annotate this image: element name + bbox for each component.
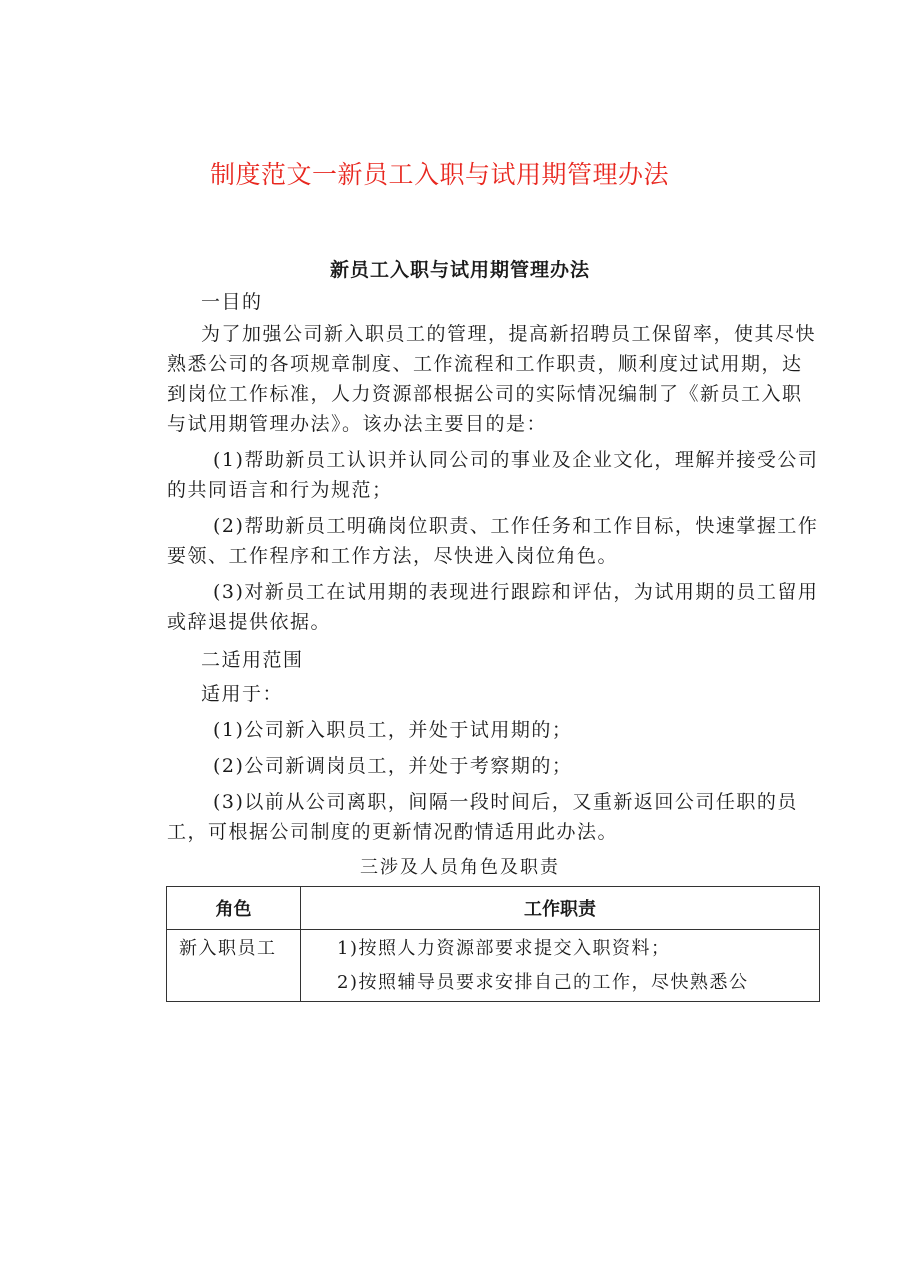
duty-line-2: 2)按照辅导员要求安排自己的工作，尽快熟悉公	[337, 972, 749, 993]
section2-heading: 二适用范围	[201, 649, 304, 671]
role-cell: 新入职员工	[167, 930, 301, 1002]
section1-item-2: (2)帮助新员工明确岗位职责、工作任务和工作目标，快速掌握工作要领、工作程序和工作方法，尽快进入岗位角色。	[167, 515, 819, 567]
section2-item-1: (1)公司新入职员工，并处于试用期的；	[213, 719, 573, 741]
section1-item-3: (3)对新员工在试用期的表现进行跟踪和评估，为试用期的员工留用或辞退提供依据。	[167, 581, 819, 633]
section2-item-2: (2)公司新调岗员工，并处于考察期的；	[213, 755, 573, 777]
document-title: 新员工入职与试用期管理办法	[329, 259, 590, 281]
section1-intro: 为了加强公司新入职员工的管理，提高新招聘员工保留率，使其尽快熟悉公司的各项规章制度、工作流程和工作职责，顺利度过试用期，达到岗位工作标准，人力资源部根据公司的实际情况编制了《新员工入职与试用期管理办法》。该办法主要目的是：	[167, 323, 817, 435]
section1-block	[167, 287, 819, 637]
header-duties: 工作职责	[301, 887, 820, 930]
duty-line-1: 1)按照人力资源部要求提交入职资料；	[337, 938, 671, 959]
table-row	[167, 930, 820, 1002]
section1-item-1: (1)帮助新员工认识并认同公司的事业及企业文化，理解并接受公司的共同语言和行为规范；	[167, 449, 819, 501]
section2-item-3: (3)以前从公司离职，间隔一段时间后，又重新返回公司任职的员工，可根据公司制度的更新情况酌情适用此办法。	[167, 791, 798, 843]
duties-cell	[301, 930, 820, 1002]
section2-block	[167, 645, 819, 847]
section2-lead: 适用于：	[201, 683, 284, 705]
table-header-row	[167, 887, 820, 930]
section1-heading: 一目的	[201, 291, 263, 313]
section3-heading: 三涉及人员角色及职责	[360, 857, 560, 878]
header-role: 角色	[167, 887, 301, 930]
red-banner-title: 制度范文一新员工入职与试用期管理办法	[210, 160, 670, 189]
roles-table	[166, 886, 820, 1002]
